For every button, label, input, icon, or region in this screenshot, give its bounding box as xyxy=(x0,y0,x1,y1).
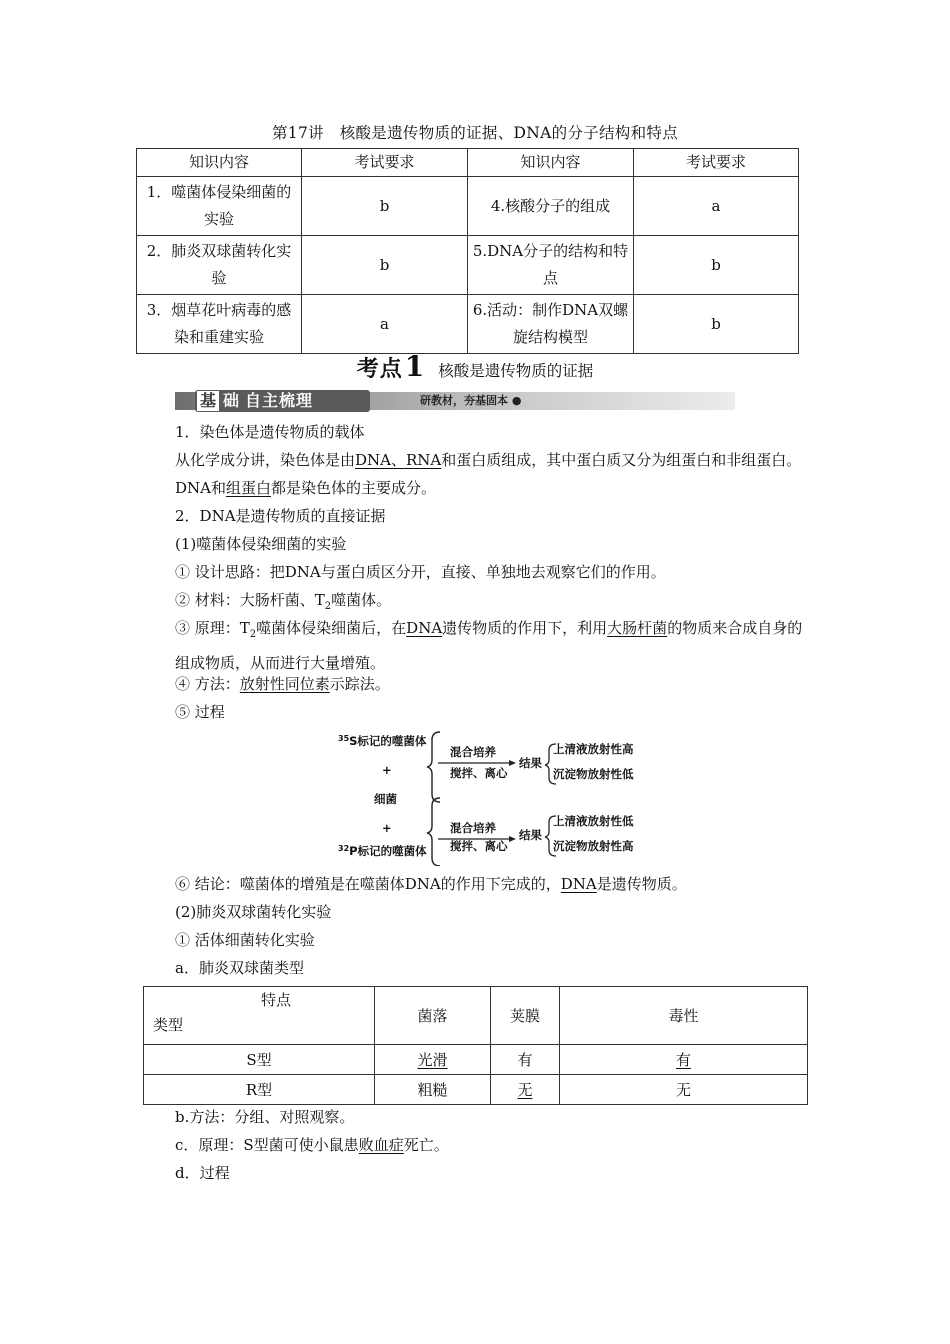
diagram-p-label: $^{32}$P标记的噬菌体 xyxy=(338,844,427,858)
table-cell: b xyxy=(302,177,468,236)
table-row xyxy=(137,177,799,236)
paragraph: a．肺炎双球菌类型 xyxy=(175,959,304,977)
diagram-bot-r1: 上清液放射性低 xyxy=(553,814,634,828)
table-header: 考试要求 xyxy=(302,149,468,177)
answer-underline: DNA xyxy=(560,875,597,893)
table-cell: 6.活动：制作DNA双螺旋结构模型 xyxy=(468,295,634,354)
table-cell: 1．噬菌体侵染细菌的实验 xyxy=(137,177,302,236)
diagram-bacteria: 细菌 xyxy=(374,792,397,806)
table-cell: 2．肺炎双球菌转化实验 xyxy=(137,236,302,295)
table-row xyxy=(137,295,799,354)
corner-top-label: 特点 xyxy=(261,991,292,1009)
requirements-table xyxy=(136,148,799,354)
corner-cell xyxy=(144,987,375,1045)
table-row xyxy=(144,1045,808,1075)
diagram-bot-r2: 沉淀物放射性高 xyxy=(553,839,634,853)
table-header: 知识内容 xyxy=(468,149,634,177)
paragraph: ⑥ 结论：噬菌体的增殖是在噬菌体DNA的作用下完成的，DNA是遗传物质。 xyxy=(175,875,687,893)
paragraph: c．原理：S型菌可使小鼠患败血症死亡。 xyxy=(175,1136,449,1154)
table-cell: a xyxy=(634,177,799,236)
table-cell: 3．烟草花叶病毒的感染和重建实验 xyxy=(137,295,302,354)
bacteria-type-table xyxy=(143,986,808,1105)
paragraph: ① 设计思路：把DNA与蛋白质区分开，直接、单独地去观察它们的作用。 xyxy=(175,563,666,581)
paragraph: (2)肺炎双球菌转化实验 xyxy=(175,903,332,921)
table-header: 菌落 xyxy=(375,987,491,1045)
banner-tagline: 研教材，夯基固本 ● xyxy=(420,394,522,407)
table-cell: S型 xyxy=(144,1045,375,1075)
diagram-mix-bottom: 混合培养 xyxy=(450,821,496,835)
answer-underline: 大肠杆菌 xyxy=(607,619,668,637)
answer-underline: 组蛋白 xyxy=(225,479,271,497)
table-cell: b xyxy=(302,236,468,295)
answer-underline: DNA、RNA xyxy=(355,451,442,469)
paragraph: ⑤ 过程 xyxy=(175,703,225,721)
section-heading xyxy=(0,350,950,383)
table-header: 知识内容 xyxy=(137,149,302,177)
paragraph: 1．染色体是遗传物质的载体 xyxy=(175,423,365,441)
kaodian-number: 1 xyxy=(404,350,425,383)
table-header-row xyxy=(144,987,808,1045)
paragraph: 2．DNA是遗传物质的直接证据 xyxy=(175,507,386,525)
table-cell: 粗糙 xyxy=(375,1075,491,1105)
diagram-mix-top: 混合培养 xyxy=(450,745,496,759)
table-cell: 无 xyxy=(560,1075,808,1105)
table-cell: 光滑 xyxy=(375,1045,491,1075)
arrow-head-icon xyxy=(509,760,516,766)
table-header: 毒性 xyxy=(560,987,808,1045)
page-title: 第17讲 核酸是遗传物质的证据、DNA的分子结构和特点 xyxy=(271,124,678,142)
corner-bottom-label: 类型 xyxy=(153,1016,184,1034)
process-diagram xyxy=(330,726,670,866)
table-cell: 有 xyxy=(560,1045,808,1075)
kaodian-subtitle: 核酸是遗传物质的证据 xyxy=(438,362,594,380)
table-cell: R型 xyxy=(144,1075,375,1105)
paragraph: ② 材料：大肠杆菌、$T_2$噬菌体。 xyxy=(175,591,392,612)
banner-char-2: 础 xyxy=(222,391,239,410)
diagram-plus: + xyxy=(382,763,392,777)
paragraph: ③ 原理：$T_2$噬菌体侵染细菌后，在DNA遗传物质的作用下，利用大肠杆菌的物质来合成自身的组成物质，从而进行大量增殖。 xyxy=(175,619,803,672)
brace-bottom xyxy=(427,798,440,866)
diagram-plus: + xyxy=(382,821,392,835)
table-cell: b xyxy=(634,236,799,295)
paragraph: ① 活体细菌转化实验 xyxy=(175,931,315,949)
kaodian-label: 考点 xyxy=(356,357,403,382)
paragraph: b.方法：分组、对照观察。 xyxy=(175,1108,355,1126)
paragraph: ④ 方法：放射性同位素示踪法。 xyxy=(175,675,390,693)
diagram-top-r2: 沉淀物放射性低 xyxy=(553,767,634,781)
table-cell: 4.核酸分子的组成 xyxy=(468,177,634,236)
table-header: 荚膜 xyxy=(491,987,560,1045)
banner-text: 自主梳理 xyxy=(245,391,314,410)
table-row xyxy=(137,236,799,295)
answer-underline: DNA xyxy=(406,619,443,637)
table-row xyxy=(144,1075,808,1105)
banner-char-1: 基 xyxy=(197,391,219,411)
paragraph: (1)噬菌体侵染细菌的实验 xyxy=(175,535,347,553)
paragraph: 从化学成分讲，染色体是由DNA、RNA和蛋白质组成，其中蛋白质又分为组蛋白和非组蛋白。DNA和组蛋白都是染色体的主要成分。 xyxy=(175,451,802,497)
diagram-result-bottom: 结果 xyxy=(519,828,542,842)
table-cell: b xyxy=(634,295,799,354)
table-cell: a xyxy=(302,295,468,354)
section-banner xyxy=(175,390,735,412)
diagram-top-r1: 上清液放射性高 xyxy=(553,742,634,756)
table-cell: 有 xyxy=(491,1045,560,1075)
answer-underline: 败血症 xyxy=(358,1136,404,1154)
diagram-stir-bottom: 搅拌、离心 xyxy=(450,839,508,853)
diagram-stir-top: 搅拌、离心 xyxy=(450,766,508,780)
table-cell: 5.DNA分子的结构和特点 xyxy=(468,236,634,295)
table-cell: 无 xyxy=(491,1075,560,1105)
paragraph: d．过程 xyxy=(175,1164,230,1182)
diagram-s-label: $^{35}$S标记的噬菌体 xyxy=(338,734,427,748)
answer-underline: 放射性同位素 xyxy=(239,675,330,693)
table-header-row xyxy=(137,149,799,177)
brace-top xyxy=(427,732,440,802)
arrow-head-icon xyxy=(509,836,516,842)
diagram-result-top: 结果 xyxy=(519,756,542,770)
table-header: 考试要求 xyxy=(634,149,799,177)
